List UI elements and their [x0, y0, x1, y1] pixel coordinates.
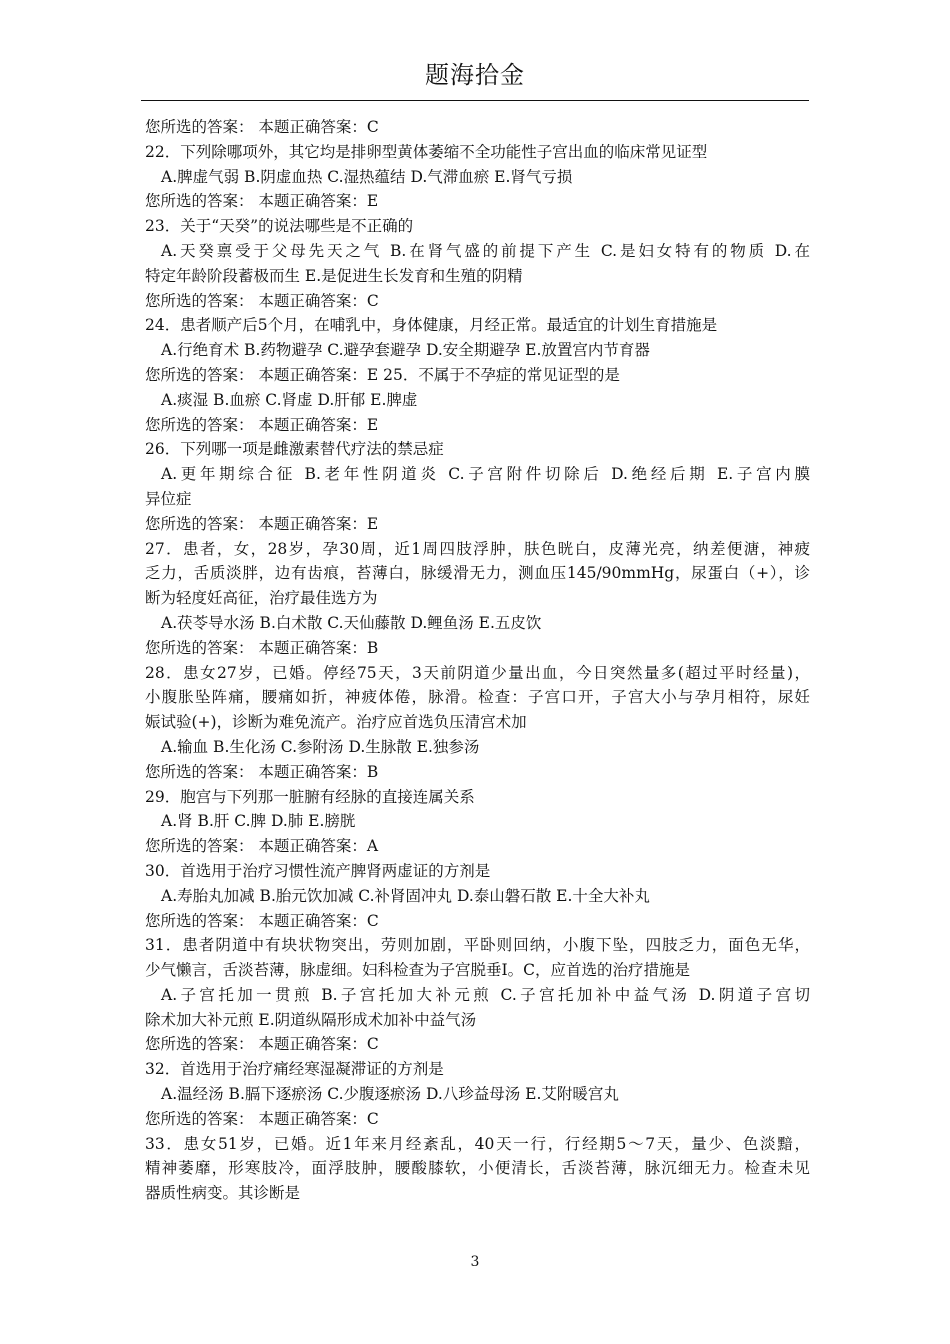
text-line: 特定年龄阶段蓄极而生 E.是促进生长发育和生殖的阴精 [145, 266, 523, 285]
text-line: 30．首选用于治疗习惯性流产脾肾两虚证的方剂是 [145, 861, 491, 880]
text-line: A.温经汤 B.膈下逐瘀汤 C.少腹逐瘀汤 D.八珍益母汤 E.艾附暖宫丸 [161, 1085, 619, 1104]
text-line: 乏力，舌质淡胖，边有齿痕，苔薄白，脉缓滑无力，测血压145/90mmHg，尿蛋白（+），诊 [145, 564, 810, 583]
text-line: 小腹胀坠阵痛，腰痛如折，神疲体倦，脉滑。检查：子宫口开，子宫大小与孕月相符，尿妊 [145, 688, 810, 707]
document-body [145, 115, 810, 1206]
text-line: 24．患者顺产后5个月，在哺乳中，身体健康，月经正常。最适宜的计划生育措施是 [145, 316, 718, 335]
text-line: 您所选的答案： 本题正确答案：C [145, 118, 379, 136]
text-line: A.脾虚气弱 B.阴虚血热 C.湿热蕴结 D.气滞血瘀 E.肾气亏损 [161, 167, 573, 186]
text-line: 22．下列除哪项外，其它均是排卵型黄体萎缩不全功能性子宫出血的临床常见证型 [145, 142, 708, 161]
text-line: A.输血 B.生化汤 C.参附汤 D.生脉散 E.独参汤 [161, 737, 480, 756]
text-line: A.肾 B.肝 C.脾 D.肺 E.膀胱 [161, 812, 356, 831]
text-line: 28．患女27岁，已婚。停经75天，3天前阴道少量出血，今日突然量多(超过平时经量)， [145, 663, 810, 682]
text-line: 您所选的答案： 本题正确答案：B [145, 762, 379, 781]
text-line: 您所选的答案： 本题正确答案：C [145, 911, 379, 930]
text-line: 27．患者，女，28岁，孕30周，近1周四肢浮肿，肤色晄白，皮薄光亮，纳差便溏，神疲 [145, 539, 810, 558]
text-line: 娠试验(+)，诊断为难免流产。治疗应首选负压清宫术加 [145, 713, 527, 732]
text-line: 精神萎靡，形寒肢冷，面浮肢肿，腰酸膝软，小便清长，舌淡苔薄，脉沉细无力。检查未见 [145, 1159, 810, 1178]
text-line: A.痰湿 B.血瘀 C.肾虚 D.肝郁 E.脾虚 [161, 390, 418, 409]
text-line: 31．患者阴道中有块状物突出，劳则加剧，平卧则回纳，小腹下坠，四肢乏力，面色无华， [145, 936, 810, 955]
page-header-title: 题海拾金 [425, 61, 525, 89]
text-line: A.寿胎丸加减 B.胎元饮加减 C.补肾固冲丸 D.泰山磐石散 E.十全大补丸 [161, 886, 650, 905]
text-line: A.子宫托加一贯煎 B.子宫托加大补元煎 C.子宫托加补中益气汤 D.阴道子宫切 [161, 985, 810, 1004]
text-line: A.茯苓导水汤 B.白术散 C.天仙藤散 D.鲤鱼汤 E.五皮饮 [161, 613, 542, 632]
header-rule [141, 100, 809, 101]
text-line: 您所选的答案： 本题正确答案：C [145, 291, 379, 310]
text-line: 器质性病变。其诊断是 [145, 1184, 301, 1203]
text-line: 您所选的答案： 本题正确答案：B [145, 638, 379, 657]
text-line: 断为轻度妊高征，治疗最佳选方为 [145, 589, 378, 608]
text-line: 您所选的答案： 本题正确答案：E [145, 192, 379, 211]
text-line: 异位症 [145, 489, 192, 508]
text-line: 您所选的答案： 本题正确答案：C [145, 1035, 379, 1054]
text-line: 33．患女51岁，已婚。近1年来月经紊乱，40天一行，行经期5～7天，量少、色淡黯， [145, 1134, 810, 1153]
text-line: 32．首选用于治疗痛经寒湿凝滞证的方剂是 [145, 1060, 444, 1079]
text-line: 29．胞宫与下列那一脏腑有经脉的直接连属关系 [145, 787, 475, 806]
text-line: 23．关于“天癸”的说法哪些是不正确的 [145, 217, 414, 236]
text-line: 您所选的答案： 本题正确答案：C [145, 1109, 379, 1128]
text-line: A.天癸禀受于父母先天之气 B.在肾气盛的前提下产生 C.是妇女特有的物质 D.在 [161, 241, 810, 260]
text-line: 除术加大补元煎 E.阴道纵隔形成术加补中益气汤 [145, 1010, 477, 1029]
text-line: 您所选的答案： 本题正确答案：E [145, 415, 379, 434]
page-number: 3 [470, 1254, 480, 1270]
text-line: A.行绝育术 B.药物避孕 C.避孕套避孕 D.安全期避孕 E.放置宫内节育器 [161, 341, 650, 360]
text-line: 您所选的答案： 本题正确答案：E [145, 514, 379, 533]
text-line: A.更年期综合征 B.老年性阴道炎 C.子宫附件切除后 D.绝经后期 E.子宫内膜 [161, 465, 810, 484]
text-line: 您所选的答案： 本题正确答案：E 25．不属于不孕症的常见证型的是 [145, 365, 620, 384]
text-line: 少气懒言，舌淡苔薄，脉虚细。妇科检查为子宫脱垂Ⅰ。C，应首选的治疗措施是 [145, 961, 690, 980]
text-line: 26．下列哪一项是雌激素替代疗法的禁忌症 [145, 440, 444, 459]
text-line: 您所选的答案： 本题正确答案：A [145, 837, 379, 856]
